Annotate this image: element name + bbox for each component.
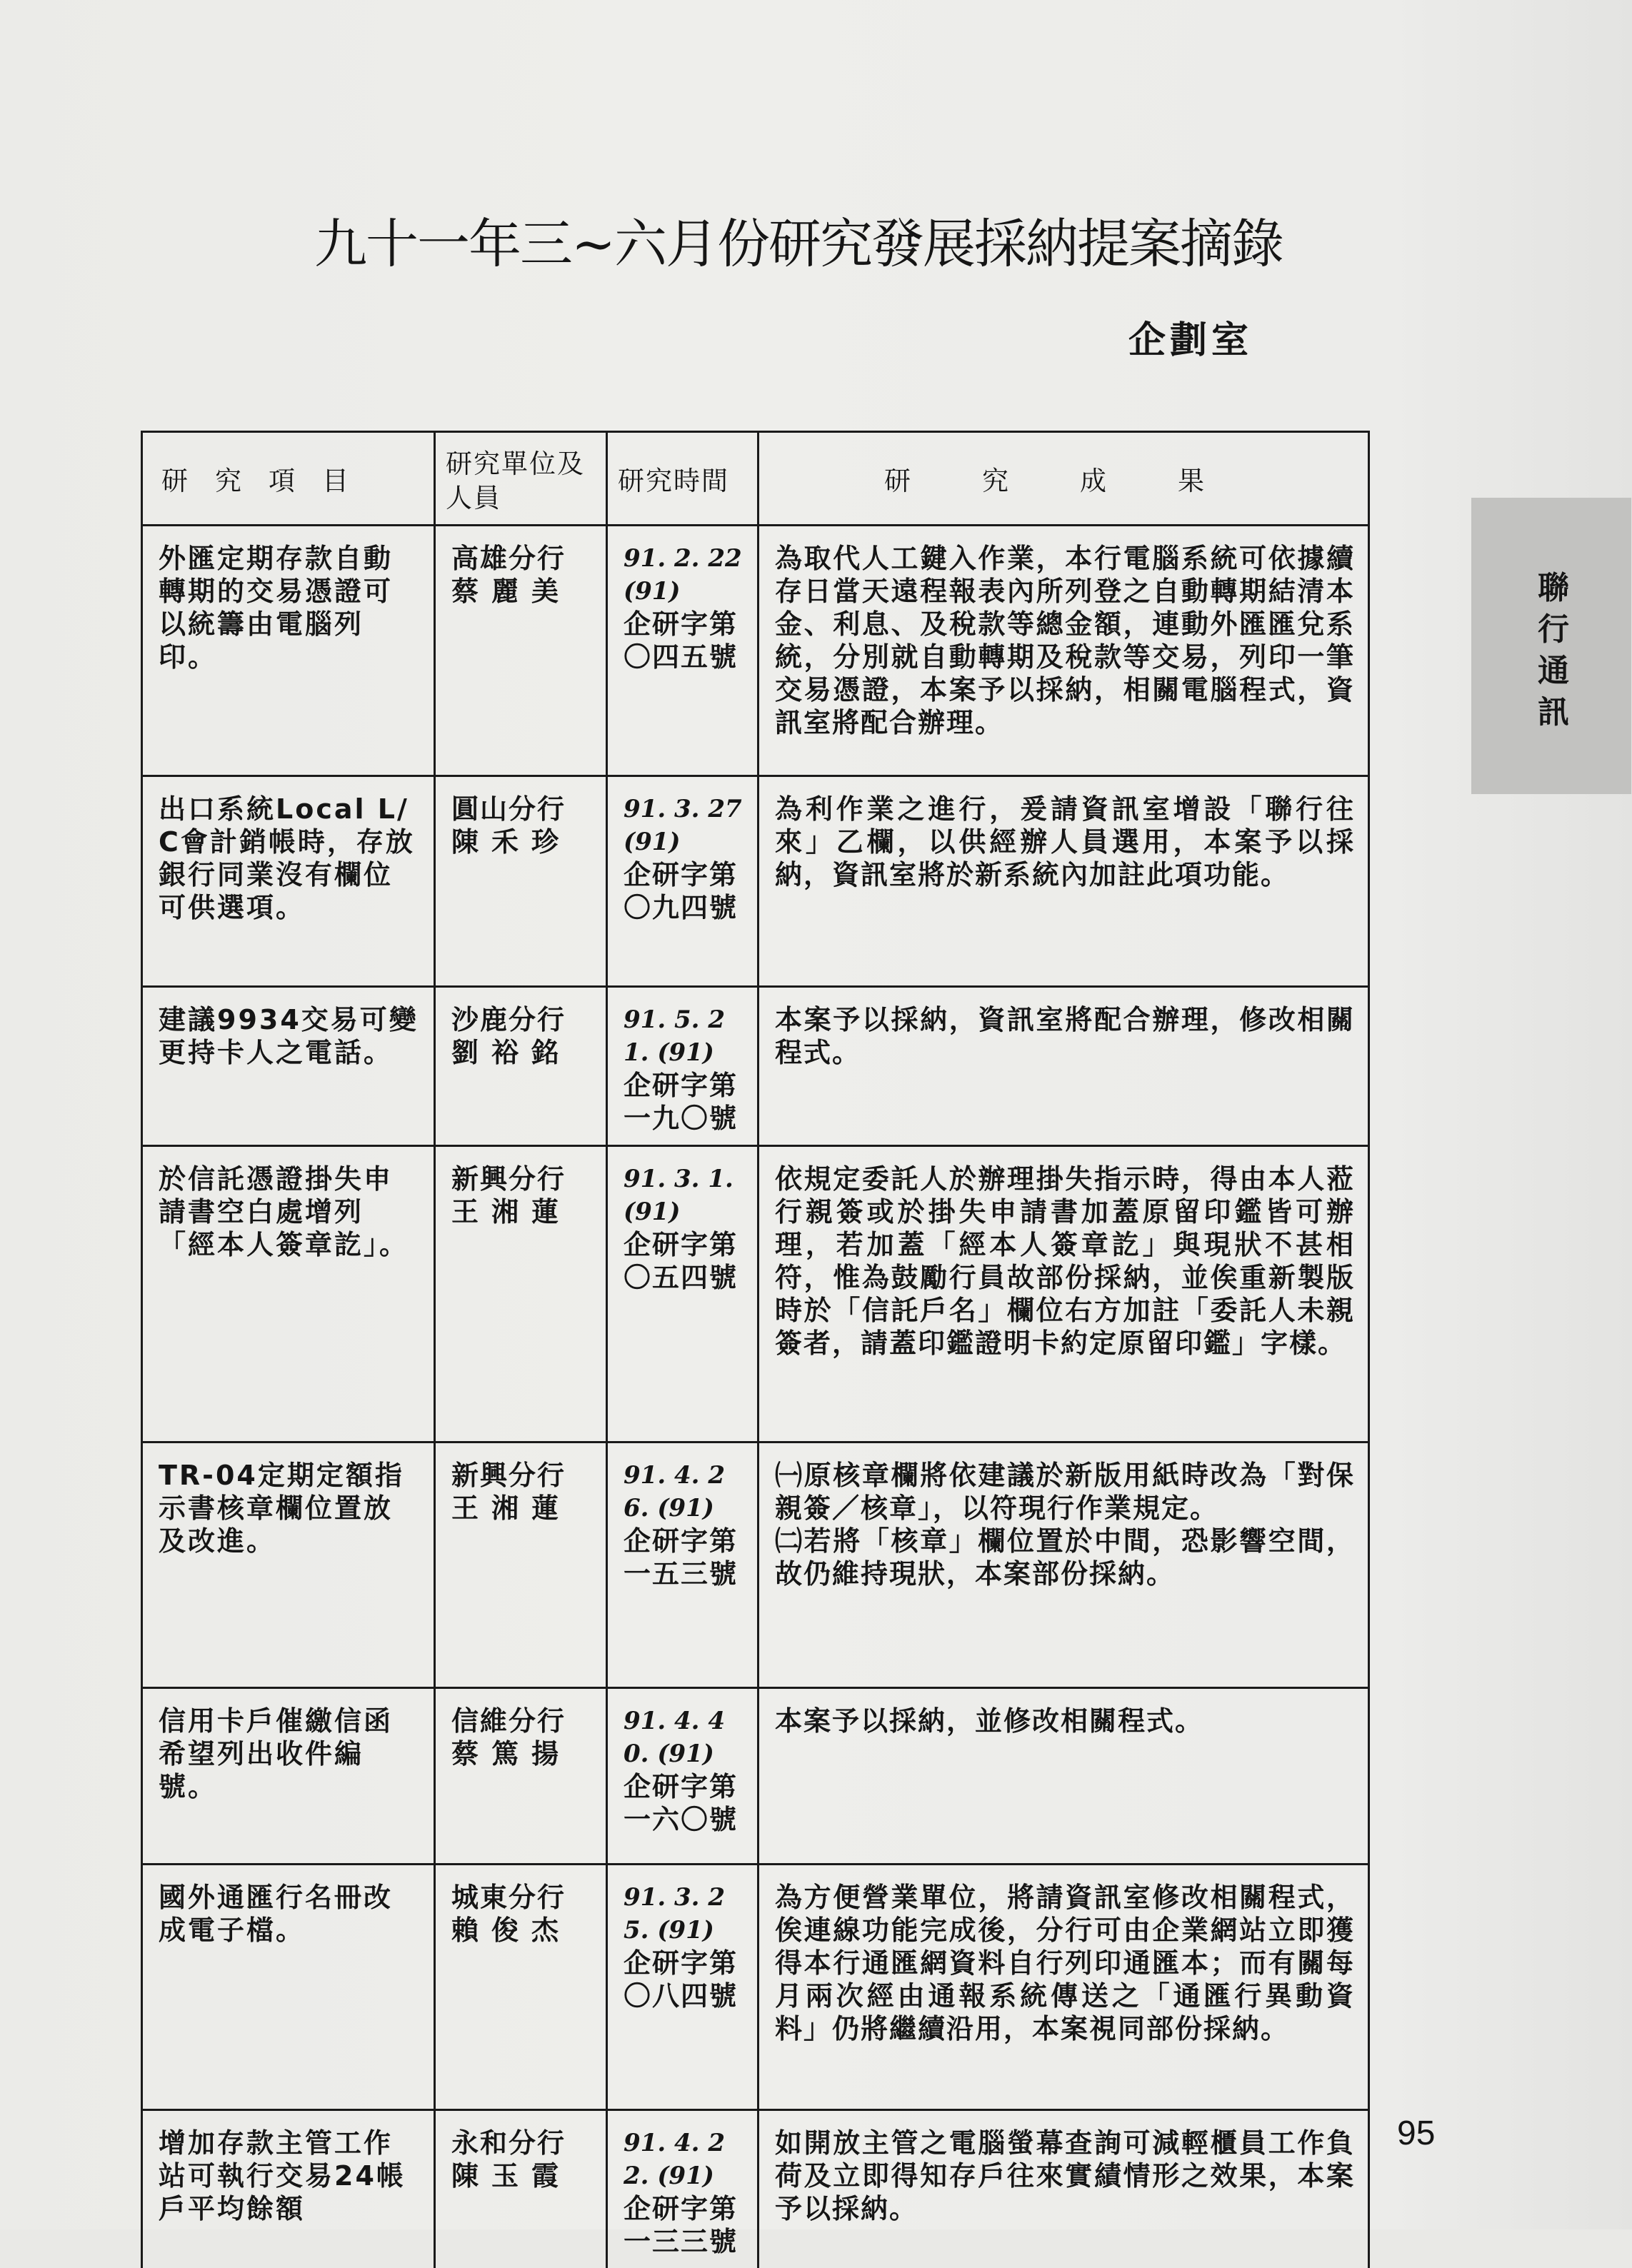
- header-result: 研究成果: [759, 432, 1369, 526]
- research-time: [607, 1146, 759, 1442]
- research-item: 增加存款主管工作站可執行交易24帳戶平均餘額: [142, 2110, 435, 2268]
- table-row: [142, 1865, 1369, 2110]
- header-unit: 研究單位及人員: [435, 432, 607, 526]
- research-result: [759, 1865, 1369, 2110]
- side-tab: [1471, 498, 1631, 794]
- table-row: [142, 1146, 1369, 1442]
- result-text: 為利作業之進行，爰請資訊室增設「聯行往來」乙欄，以供經辦人員選用，本案予以採納，資訊室將於新系統內加註此項功能。: [775, 793, 1355, 891]
- proposals-table: [141, 431, 1370, 2268]
- research-time: [607, 1865, 759, 2110]
- research-result: [759, 1146, 1369, 1442]
- research-item: TR-04定期定額指示書核章欄位置放及改進。: [142, 1442, 435, 1688]
- research-date: 91. 4. 26. (91): [624, 1459, 744, 1525]
- unit-name: 信維分行: [451, 1705, 566, 1737]
- research-unit: [435, 987, 607, 1146]
- research-date: 91. 4. 22. (91): [624, 2127, 744, 2192]
- header-item: 研究項目: [142, 432, 435, 526]
- research-unit: [435, 776, 607, 987]
- research-item: 出口系統Local L/C會計銷帳時，存放銀行同業沒有欄位可供選項。: [142, 776, 435, 987]
- research-item: 信用卡戶催繳信函希望列出收件編號。: [142, 1688, 435, 1865]
- research-item: 建議9934交易可變更持卡人之電話。: [142, 987, 435, 1146]
- author: 企劃室: [1128, 316, 1253, 366]
- unit-name: 沙鹿分行: [451, 1004, 566, 1035]
- unit-name: 新興分行: [451, 1460, 566, 1491]
- table-row: [142, 1442, 1369, 1688]
- reference-number: 企研字第〇九四號: [624, 858, 744, 924]
- researcher-name: 蔡麗美: [451, 575, 593, 608]
- result-text: 為方便營業單位，將請資訊室修改相關程式，俟連線功能完成後，分行可由企業網站立即獲得本行通匯網資料自行列印通匯本；而有關每月兩次經由通報系統傳送之「通匯行異動資料」仍將繼續沿用，本案視同部份採納。: [775, 1881, 1355, 2045]
- result-text: 本案予以採納，資訊室將配合辦理，修改相關程式。: [775, 1003, 1355, 1069]
- unit-name: 城東分行: [451, 1882, 566, 1913]
- reference-number: 企研字第〇四五號: [624, 608, 744, 673]
- reference-number: 企研字第一六〇號: [624, 1770, 744, 1836]
- research-date: 91. 3. 27 (91): [624, 793, 744, 858]
- research-item: 於信託憑證掛失申請書空白處增列「經本人簽章訖」。: [142, 1146, 435, 1442]
- unit-name: 永和分行: [451, 2127, 566, 2159]
- research-item: 國外通匯行名冊改成電子檔。: [142, 1865, 435, 2110]
- research-result: [759, 2110, 1369, 2268]
- research-date: 91. 4. 40. (91): [624, 1705, 744, 1770]
- reference-number: 企研字第一九〇號: [624, 1069, 744, 1135]
- research-time: [607, 1442, 759, 1688]
- header-time: 研究時間: [607, 432, 759, 526]
- result-text: 如開放主管之電腦螢幕查詢可減輕櫃員工作負荷及立即得知存戶往來實績情形之效果，本案予以採納。: [775, 2127, 1355, 2225]
- table-row: [142, 2110, 1369, 2268]
- research-date: 91. 3. 1. (91): [624, 1163, 744, 1228]
- table-header-row: [142, 432, 1369, 526]
- research-date: 91. 3. 25. (91): [624, 1881, 744, 1947]
- page-title: 九十一年三~六月份研究發展採納提案摘錄: [314, 209, 1236, 280]
- research-result: [759, 987, 1369, 1146]
- reference-number: 企研字第一三三號: [624, 2192, 744, 2258]
- research-time: [607, 1688, 759, 1865]
- result-text: 本案予以採納，並修改相關程式。: [775, 1705, 1355, 1737]
- researcher-name: 劉裕銘: [451, 1036, 593, 1069]
- research-unit: [435, 1442, 607, 1688]
- reference-number: 企研字第一五三號: [624, 1525, 744, 1590]
- research-time: [607, 526, 759, 776]
- reference-number: 企研字第〇五四號: [624, 1228, 744, 1294]
- table-row: [142, 987, 1369, 1146]
- table-row: [142, 776, 1369, 987]
- table-row: [142, 526, 1369, 776]
- researcher-name: 王湘蓮: [451, 1195, 593, 1228]
- researcher-name: 王湘蓮: [451, 1492, 593, 1525]
- research-item: 外匯定期存款自動轉期的交易憑證可以統籌由電腦列印。: [142, 526, 435, 776]
- research-time: [607, 2110, 759, 2268]
- researcher-name: 陳禾珍: [451, 826, 593, 858]
- result-text: ㈠原核章欄將依建議於新版用紙時改為「對保親簽／核章」，以符現行作業規定。: [775, 1459, 1355, 1525]
- unit-name: 高雄分行: [451, 543, 566, 574]
- researcher-name: 陳玉霞: [451, 2159, 593, 2192]
- research-time: [607, 987, 759, 1146]
- research-result: [759, 1442, 1369, 1688]
- reference-number: 企研字第〇八四號: [624, 1947, 744, 2012]
- result-text: 為取代人工鍵入作業，本行電腦系統可依據續存日當天遠程報表內所列登之自動轉期結清本金、利息、及稅款等總金額，連動外匯匯兌系統，分別就自動轉期及稅款等交易，列印一筆交易憑證，本案予以採納，相關電腦程式，資訊室將配合辦理。: [775, 542, 1355, 739]
- research-date: 91. 2. 22 (91): [624, 542, 744, 608]
- research-result: [759, 1688, 1369, 1865]
- result-text-2: ㈡若將「核章」欄位置於中間，恐影響空間，故仍維持現狀，本案部份採納。: [775, 1525, 1355, 1590]
- researcher-name: 賴俊杰: [451, 1914, 593, 1947]
- researcher-name: 蔡篤揚: [451, 1737, 593, 1770]
- research-unit: [435, 526, 607, 776]
- research-unit: [435, 1865, 607, 2110]
- research-time: [607, 776, 759, 987]
- research-result: [759, 776, 1369, 987]
- table-row: [142, 1688, 1369, 1865]
- page-number: 95: [1397, 2112, 1435, 2155]
- research-unit: [435, 1146, 607, 1442]
- side-tab-label: 聯行通訊: [1538, 568, 1573, 733]
- result-text: 依規定委託人於辦理掛失指示時，得由本人蒞行親簽或於掛失申請書加蓋原留印鑑皆可辦理，若加蓋「經本人簽章訖」與現狀不甚相符，惟為鼓勵行員故部份採納，並俟重新製版時於「信託戶名」欄位右方加註「委託人未親簽者，請蓋印鑑證明卡約定原留印鑑」字樣。: [775, 1163, 1355, 1360]
- unit-name: 新興分行: [451, 1163, 566, 1195]
- research-unit: [435, 1688, 607, 1865]
- research-unit: [435, 2110, 607, 2268]
- research-date: 91. 5. 21. (91): [624, 1003, 744, 1069]
- unit-name: 圓山分行: [451, 793, 566, 825]
- research-result: [759, 526, 1369, 776]
